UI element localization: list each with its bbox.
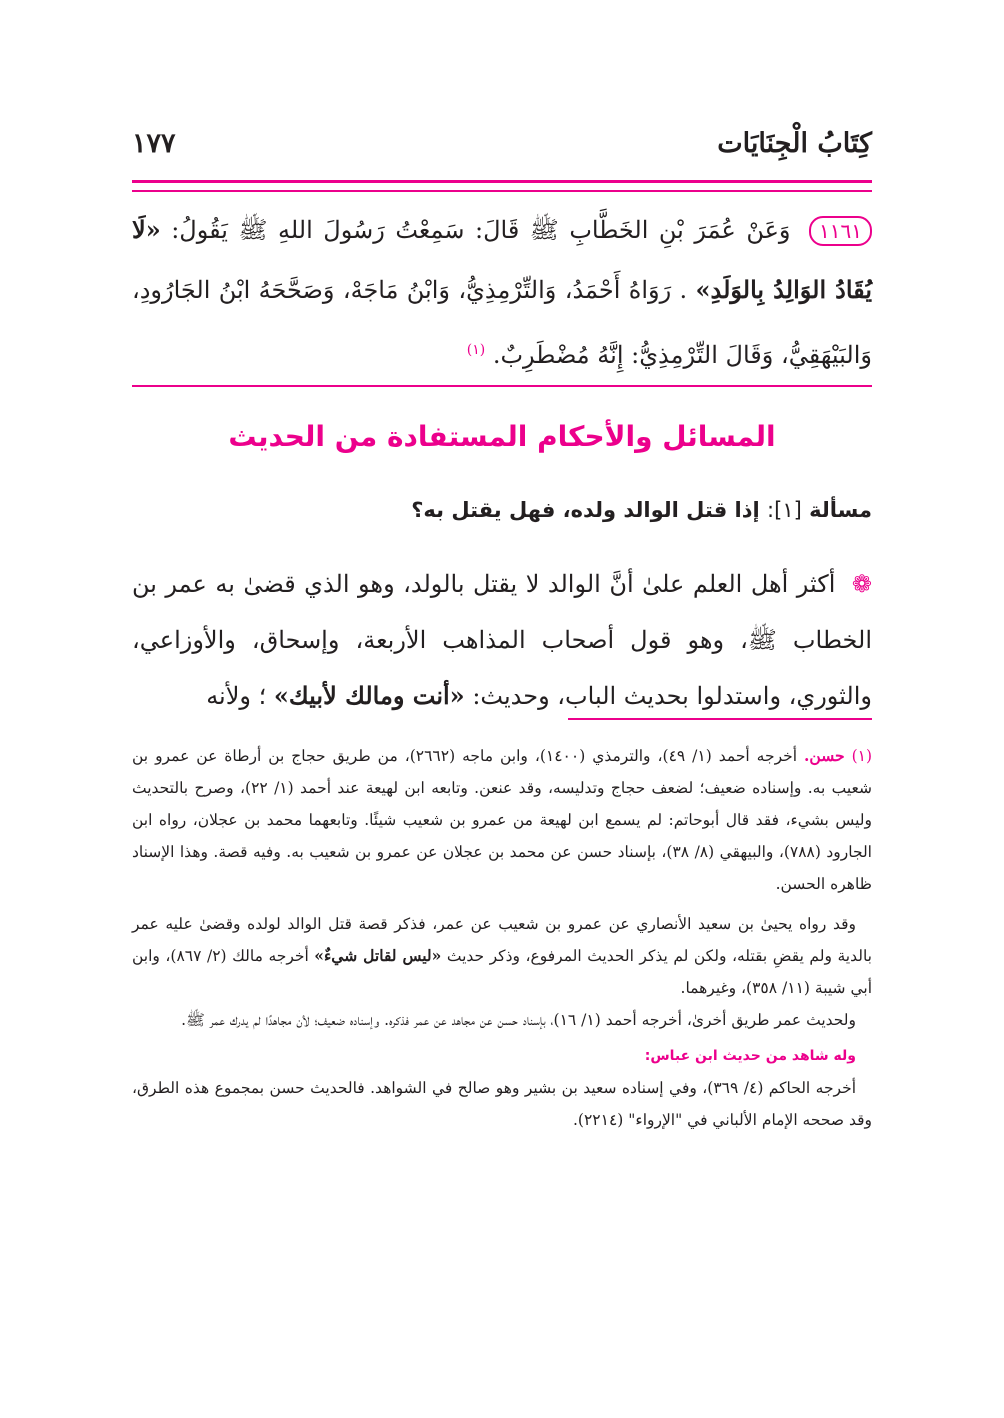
footnote-paragraph-3: ولحديث عمر طريق أخرىٰ، أخرجه أحمد (١/ ١٦)، بإسناد حسن عن مجاهد عن عمر فذكره. وإسناده ضعيف؛ لأن مجاهدًا لم يدرك عمر ﷺ. xyxy=(181,1011,856,1029)
footnotes-block xyxy=(132,740,872,1136)
footnote-subheading: وله شاهد من حديث ابن عباس: xyxy=(644,1048,856,1064)
footnote-number: (١) xyxy=(851,747,873,765)
hadith-text xyxy=(132,200,872,385)
answer-text-1: أكثر أهل العلم علىٰ أنَّ الوالد لا يقتل بالولد، وهو الذي قضىٰ به عمر بن الخطاب ﷺ، وهو قول أصحاب المذاهب الأربعة، وإسحاق، والأوزاعي، والثوري، واستدلوا بحديث الباب، وحديث: xyxy=(132,570,872,710)
question-heading xyxy=(132,498,872,522)
header-rule-bottom xyxy=(132,190,872,192)
question-text: إذا قتل الوالد ولده، فهل يقتل به؟ xyxy=(411,498,760,522)
footnote-para2-quote: «ليس لقاتل شيءٌ» xyxy=(314,946,442,965)
footnote-paragraph-2 xyxy=(132,908,872,1004)
footnote-para2-text-a: وقد رواه يحيىٰ بن سعيد الأنصاري عن عمرو بن شعيب عن عمر، فذكر قصة قتل الوالد لولده وقضىٰ عليه عمر بالدية ولم يقضِ بقتله، ولكن لم يذكر الحديث المرفوع، وذكر حديث xyxy=(132,915,872,965)
flower-bullet-icon: ❁ xyxy=(851,570,872,598)
footnote-grade: حسن. xyxy=(804,746,845,765)
footnote-paragraph-4: أخرجه الحاكم (٤/ ٣٦٩)، وفي إسناده سعيد بن بشير وهو صالح في الشواهد. فالحديث حسن بمجموع هذه الطرق، وقد صححه الإمام الألباني في "الإرواء" (٢٢١٤). xyxy=(132,1079,872,1129)
answer-quote: «أنت ومالك لأبيك» xyxy=(273,681,465,710)
question-label: مسألة xyxy=(809,498,872,522)
answer-paragraph xyxy=(132,556,872,724)
footnote-1 xyxy=(132,740,872,900)
hadith-bottom-rule xyxy=(132,385,872,387)
question-number: [١]: xyxy=(767,498,802,522)
answer-text-2: ؛ ولأنه xyxy=(206,682,267,710)
hadith-quote: «لَا يُقَادُ الوَالِدُ بِالوَلَدِ» xyxy=(132,215,872,304)
running-header-title: كِتَابُ الْجِنَايَات xyxy=(717,128,872,159)
footnote-separator xyxy=(568,718,872,720)
page-number: ١٧٧ xyxy=(132,128,176,159)
footnote-reference[interactable]: (١) xyxy=(466,342,486,358)
footnote-1-text: أخرجه أحمد (١/ ٤٩)، والترمذي (١٤٠٠)، وابن ماجه (٢٦٦٢)، من طريق حجاج بن أرطاة عن عمرو بن شعيب به. وإسناده ضعيف؛ لضعف حجاج وتدليسه، وقد عنعن. وتابعه ابن لهيعة عند أحمد (١/ ٢٢)، وصرح بالتحديث وليس بشيء، فقد قال أبوحاتم: لم يسمع ابن لهيعة من عمرو بن شعيب شيئًا. وتابعهما محمد بن عجلان، رواه ابن الجارود (٧٨٨)، والبيهقي (٨/ ٣٨)، بإسناد حسن عن محمد بن عجلان عن عمرو بن شعيب به. وفيه قصة. وهذا الإسناد ظاهره الحسن. xyxy=(132,747,872,893)
hadith-number-badge: ١١٦١ xyxy=(809,216,872,246)
hadith-intro: وَعَنْ عُمَرَ بْنِ الخَطَّابِ ﷺ قَالَ: سَمِعْتُ رَسُولَ اللهِ ﷺ يَقُولُ: xyxy=(160,216,791,244)
section-title: المسائل والأحكام المستفادة من الحديث xyxy=(228,420,776,453)
footnote-para2-text-b: أخرجه مالك (٢/ ٨٦٧)، وابن أبي شيبة (١١/ ٣٥٨)، وغيرهما. xyxy=(132,947,872,997)
header-rule-top xyxy=(132,180,872,183)
hadith-rest: . رَوَاهُ أَحْمَدُ، وَالتِّرْمِذِيُّ، وَابْنُ مَاجَهْ، وَصَحَّحَهُ ابْنُ الجَارُودِ، وَالبَيْهَقِيُّ، وَقَالَ التِّرْمِذِيُّ: إِنَّهُ مُضْطَرِبٌ. xyxy=(132,276,872,369)
